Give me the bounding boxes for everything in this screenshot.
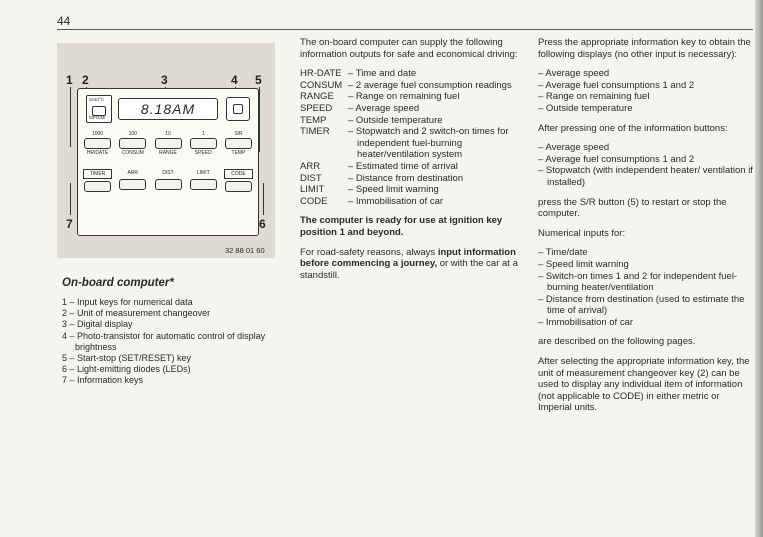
definition-row — [300, 91, 522, 103]
list-item: – Stopwatch (with independent heater/ ventilation if installed) — [538, 165, 753, 188]
column-2 — [300, 37, 522, 289]
key-arr[interactable] — [117, 169, 148, 192]
intro-paragraph: The on-board computer can supply the following information outputs for safe and economical driving: — [300, 37, 518, 60]
sensor-window — [233, 104, 243, 114]
key-cap[interactable] — [155, 138, 182, 149]
def-desc: – Time and date — [348, 68, 417, 80]
def-desc: – Average speed — [348, 102, 420, 114]
definition-row — [300, 161, 522, 173]
key-timer[interactable] — [82, 169, 113, 192]
page-number: 44 — [57, 14, 71, 28]
key-label: RANGE — [159, 150, 177, 156]
figure-code: 32 88 01 60 — [225, 246, 265, 255]
list-item: – Average fuel consumptions 1 and 2 — [538, 153, 695, 165]
list-item: – Outside temperature — [538, 102, 633, 114]
key-label: DIST — [162, 170, 174, 176]
callout-3: 3 — [161, 73, 168, 87]
def-term: ARR — [300, 160, 321, 172]
def-term: TIMER — [300, 126, 330, 138]
list-item: – Distance from destination (used to estimate the time of arrival) — [538, 293, 745, 317]
legend-item: 2 – Unit of measurement changeover — [62, 308, 211, 319]
key-label: TEMP — [231, 150, 246, 156]
definition-row — [300, 196, 522, 208]
safety-text-pre: For road-safety reasons, always — [300, 246, 438, 258]
legend-item: 7 – Information keys — [62, 375, 144, 386]
callout-7: 7 — [66, 217, 73, 231]
key-cap[interactable] — [225, 138, 252, 149]
def-desc: – Estimated time of arrival — [348, 160, 458, 172]
unit-key-bottom-label: MPG/MI — [89, 115, 106, 120]
key-limit[interactable] — [188, 169, 219, 192]
numerical-list — [538, 247, 756, 328]
key-row-2 — [82, 169, 254, 192]
after-paragraph: After pressing one of the information buttons: — [538, 122, 728, 134]
legend-item: 5 – Start-stop (SET/RESET) key — [62, 353, 192, 364]
leader-line-7 — [70, 183, 71, 215]
list-item: – Immobilisation of car — [538, 316, 634, 328]
display-list — [538, 68, 756, 114]
described-paragraph: are described on the following pages. — [538, 336, 696, 348]
key-range[interactable] — [153, 131, 184, 157]
definition-row — [300, 103, 522, 115]
def-term: SPEED — [300, 102, 333, 114]
def-term: CONSUM — [300, 79, 343, 91]
figure-legend — [62, 297, 277, 387]
definition-row — [300, 80, 522, 92]
unit-changeover-key[interactable] — [86, 95, 112, 123]
computer-panel — [77, 88, 259, 236]
key-code[interactable] — [223, 169, 254, 192]
key-value-label: 1 — [201, 131, 205, 137]
photo-transistor — [226, 97, 250, 121]
top-rule — [57, 29, 753, 30]
def-desc: – Distance from destination — [348, 172, 464, 184]
key-dist[interactable] — [153, 169, 184, 192]
def-term: CODE — [300, 195, 328, 207]
list-item: – Speed limit warning — [538, 258, 629, 270]
callout-4: 4 — [231, 73, 238, 87]
page-edge-shadow — [755, 0, 763, 537]
def-term: HR-DATE — [300, 68, 342, 80]
button-display-list — [538, 142, 756, 188]
def-desc: – Stopwatch and 2 switch-on times for independent fuel-burning heater/ventilation system — [348, 126, 509, 161]
key-value-label: 10 — [165, 131, 171, 137]
key-label: TIMER — [83, 169, 112, 179]
definition-row — [300, 115, 522, 127]
safety-text-bold: input information before commencing a journey, — [300, 246, 516, 270]
key-cap[interactable] — [84, 181, 111, 192]
def-term: LIMIT — [300, 184, 325, 196]
definition-row — [300, 68, 522, 80]
column-3 — [538, 37, 756, 422]
key-cap[interactable] — [84, 138, 111, 149]
def-desc: – Speed limit warning — [348, 184, 439, 196]
unit-key-top-label: SAE/°C — [89, 97, 105, 102]
definition-row — [300, 173, 522, 185]
definition-row — [300, 184, 522, 196]
key-label: CONSUM — [121, 150, 144, 156]
figure-title: On-board computer* — [62, 277, 174, 289]
def-term: RANGE — [300, 91, 334, 103]
key-cap[interactable] — [190, 138, 217, 149]
numerical-heading: Numerical inputs for: — [538, 227, 626, 239]
intro-paragraph: Press the appropriate information key to obtain the following displays (no other input is necessary): — [538, 37, 751, 60]
unit-paragraph: After selecting the appropriate information key, the unit of measurement changeover key (2) can be used to display any individual item of information (not applicable to CODE) in either metric or Imperial units. — [538, 356, 750, 414]
callout-6: 6 — [259, 217, 266, 231]
list-item: – Range on remaining fuel — [538, 91, 650, 103]
key-consum[interactable] — [117, 131, 148, 157]
callout-5: 5 — [255, 73, 262, 87]
function-definitions — [300, 68, 522, 207]
key-label: LIMIT — [196, 170, 210, 176]
leader-line-6 — [263, 183, 264, 215]
def-desc: – 2 average fuel consumption readings — [348, 79, 512, 91]
key-value-label: 1000 — [91, 131, 104, 137]
list-item: – Time/date — [538, 247, 588, 259]
key-cap[interactable] — [190, 179, 217, 190]
list-item: – Average speed — [538, 68, 610, 80]
callout-2: 2 — [82, 73, 89, 87]
restart-paragraph: press the S/R button (5) to restart or stop the computer. — [538, 196, 727, 220]
key-label: HR/DATE — [86, 150, 109, 156]
list-item: – Average speed — [538, 142, 610, 154]
leader-line-1 — [70, 87, 71, 147]
def-term: TEMP — [300, 114, 327, 126]
key-cap[interactable] — [225, 181, 252, 192]
key-cap[interactable] — [155, 179, 182, 190]
legend-item: 4 – Photo-transistor for automatic control of display brightness — [62, 330, 266, 352]
safety-paragraph — [300, 247, 522, 282]
safety-text-post: or with the car at a standstill. — [300, 258, 518, 281]
leader-line-5 — [259, 87, 260, 152]
ready-notice — [300, 215, 522, 238]
list-item: – Switch-on times 1 and 2 for independent fuel-burning heater/ventilation — [538, 270, 738, 294]
definition-row — [300, 126, 522, 161]
key-temp[interactable] — [223, 131, 254, 157]
key-cap[interactable] — [119, 179, 146, 190]
key-value-label: S/R — [234, 131, 243, 137]
onboard-computer-diagram — [57, 43, 275, 258]
list-item: – Average fuel consumptions 1 and 2 — [538, 79, 695, 91]
key-value-label: 100 — [128, 131, 137, 137]
legend-item: 1 – Input keys for numerical data — [62, 297, 193, 307]
key-label: CODE — [224, 169, 253, 179]
key-cap[interactable] — [119, 138, 146, 149]
digital-display: 8.18AM — [118, 98, 218, 120]
key-label: SPEED — [194, 150, 212, 156]
callout-1: 1 — [66, 73, 73, 87]
key-label: ARR — [127, 170, 139, 176]
ready-notice-text: The computer is ready for use at ignition key position 1 and beyond. — [300, 215, 503, 238]
key-row-1 — [82, 131, 254, 157]
legend-item: 3 – Digital display — [62, 319, 133, 330]
legend-item: 6 – Light-emitting diodes (LEDs) — [62, 364, 191, 375]
def-desc: – Range on remaining fuel — [348, 91, 460, 103]
def-desc: – Immobilisation of car — [348, 195, 444, 207]
key-hr-date[interactable] — [82, 131, 113, 157]
key-speed[interactable] — [188, 131, 219, 157]
def-term: DIST — [300, 172, 322, 184]
def-desc: – Outside temperature — [348, 114, 443, 126]
